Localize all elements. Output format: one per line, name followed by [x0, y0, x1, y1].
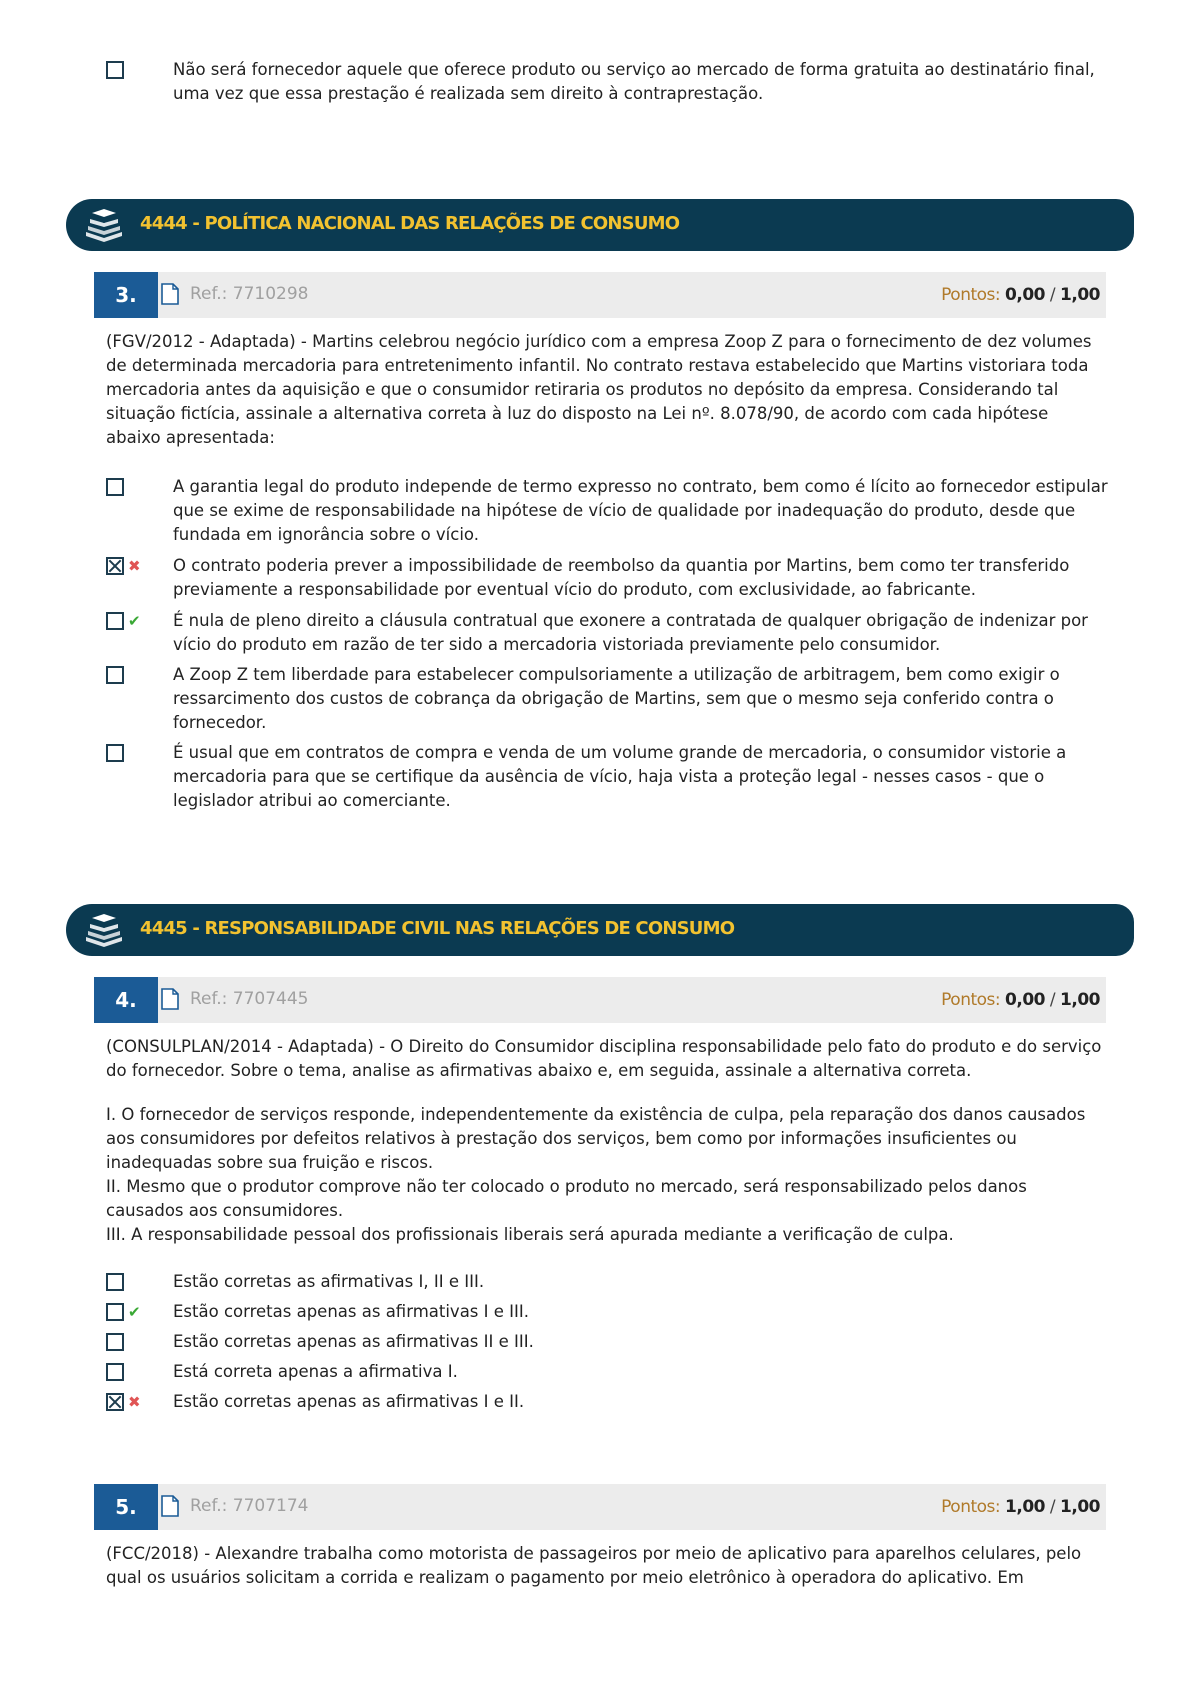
- correct-icon: ✔: [128, 612, 141, 630]
- points-label: Pontos:: [941, 990, 1001, 1010]
- question-number: 4.: [94, 977, 158, 1023]
- option-text: O contrato poderia prever a impossibilidade de reembolso da quantia por Martins, bem como ter transferido previamente a responsabilidade por eventual vício do produto, com exclusividade, ao fabricante.: [173, 556, 1070, 599]
- option-text: É usual que em contratos de compra e venda de um volume grande de mercadoria, o consumidor vistorie a mercadoria para que se certifique da ausência de vício, haja vista a proteção legal - nesses casos - que o legislador atribui ao comerciante.: [173, 743, 1067, 810]
- points-label: Pontos:: [941, 285, 1001, 305]
- question-stem: (FCC/2018) - Alexandre trabalha como motorista de passageiros por meio de aplicativo para aparelhos celulares, pelo qual os usuários solicitam a corrida e realizam o pagamento por meio eletrônico à operadora do aplicativo. Em: [106, 1544, 1082, 1587]
- question-number: 3.: [94, 272, 158, 318]
- option-text: Não será fornecedor aquele que oferece produto ou serviço ao mercado de forma gratuita ao destinatário final, uma vez que essa prestação é realizada sem direito à contraprestação.: [173, 60, 1095, 103]
- document-icon: [161, 988, 179, 1010]
- option-checkbox[interactable]: [106, 744, 124, 762]
- document-icon: [161, 1495, 179, 1517]
- question-ref: Ref.: 7710298: [190, 284, 309, 304]
- points-score: 0,00: [1005, 990, 1045, 1010]
- correct-icon: ✔: [128, 1303, 141, 1321]
- wrong-icon: ✖: [128, 557, 141, 575]
- section-header-4444: [66, 199, 1134, 251]
- question-stem: (FGV/2012 - Adaptada) - Martins celebrou negócio jurídico com a empresa Zoop Z para o fornecimento de dez volumes de determinada mercadoria para entretenimento infantil. No contrato restava estabelecido que Martins vistoriara toda mercadoria antes da aquisição e que o consumidor retiraria os produtos no depósito da empresa. Considerando tal situação fictícia, assinale a alternativa correta à luz do disposto na Lei nº. 8.078/90, de acordo com cada hipótese abaixo apresentada:: [106, 332, 1092, 447]
- option-text: A garantia legal do produto independe de termo expresso no contrato, bem como é lícito ao fornecedor estipular que se exime de responsabilidade na hipótese de vício de qualidade por inadequação do produto, desde que fundada em ignorância sobre o vício.: [173, 477, 1108, 544]
- section-header-4445: [66, 904, 1134, 956]
- option-text: É nula de pleno direito a cláusula contratual que exonere a contratada de qualquer obrigação de indenizar por vício do produto em razão de ter sido a mercadoria vistoriada previamente pelo consumidor.: [173, 611, 1088, 654]
- option-checkbox[interactable]: [106, 478, 124, 496]
- points-max: 1,00: [1060, 1497, 1100, 1517]
- points-max: 1,00: [1060, 990, 1100, 1010]
- option-checkbox[interactable]: [106, 1333, 124, 1351]
- statement-text: III. A responsabilidade pessoal dos profissionais liberais será apurada mediante a verificação de culpa.: [106, 1225, 954, 1244]
- points-max: 1,00: [1060, 285, 1100, 305]
- wrong-icon: ✖: [128, 1393, 141, 1411]
- points-label: Pontos:: [941, 1497, 1001, 1517]
- question-ref: Ref.: 7707445: [190, 989, 309, 1009]
- statement-text: I. O fornecedor de serviços responde, independentemente da existência de culpa, pela reparação dos danos causados aos consumidores por defeitos relativos à prestação dos serviços, bem como por informações insuficientes ou inadequadas sobre sua fruição e riscos.: [106, 1105, 1086, 1172]
- question-stem: (CONSULPLAN/2014 - Adaptada) - O Direito do Consumidor disciplina responsabilidade pelo fato do produto e do serviço do fornecedor. Sobre o tema, analise as afirmativas abaixo e, em seguida, assinale a alternativa correta.: [106, 1037, 1102, 1080]
- question-points: [941, 990, 1100, 1010]
- question-header-5: [94, 1484, 1106, 1530]
- section-title: 4444 - POLÍTICA NACIONAL DAS RELAÇÕES DE CONSUMO: [140, 213, 680, 234]
- option-text: Está correta apenas a afirmativa I.: [173, 1362, 458, 1381]
- points-score: 0,00: [1005, 285, 1045, 305]
- document-icon: [161, 283, 179, 305]
- option-text: Estão corretas apenas as afirmativas I e II.: [173, 1392, 525, 1411]
- section-title: 4445 - RESPONSABILIDADE CIVIL NAS RELAÇÕES DE CONSUMO: [140, 918, 735, 939]
- option-checkbox[interactable]: [106, 1303, 124, 1321]
- option-checkbox-checked[interactable]: [106, 557, 124, 575]
- option-text: Estão corretas as afirmativas I, II e III.: [173, 1272, 485, 1291]
- option-checkbox[interactable]: [106, 1273, 124, 1291]
- points-separator: /: [1049, 990, 1056, 1010]
- question-points: [941, 285, 1100, 305]
- option-checkbox[interactable]: [106, 61, 124, 79]
- question-number: 5.: [94, 1484, 158, 1530]
- question-points: [941, 1497, 1100, 1517]
- books-icon: [82, 208, 126, 242]
- points-separator: /: [1049, 1497, 1056, 1517]
- points-separator: /: [1049, 285, 1056, 305]
- option-checkbox[interactable]: [106, 612, 124, 630]
- option-checkbox[interactable]: [106, 1363, 124, 1381]
- question-header-3: [94, 272, 1106, 318]
- option-checkbox[interactable]: [106, 666, 124, 684]
- option-text: Estão corretas apenas as afirmativas I e III.: [173, 1302, 529, 1321]
- option-checkbox-checked[interactable]: [106, 1393, 124, 1411]
- option-text: A Zoop Z tem liberdade para estabelecer compulsoriamente a utilização de arbitragem, bem como exigir o ressarcimento dos custos de cobrança da obrigação de Martins, sem que o mesmo seja conferido contra o fornecedor.: [173, 665, 1060, 732]
- points-score: 1,00: [1005, 1497, 1045, 1517]
- option-text: Estão corretas apenas as afirmativas II e III.: [173, 1332, 534, 1351]
- books-icon: [82, 913, 126, 947]
- statement-text: II. Mesmo que o produtor comprove não ter colocado o produto no mercado, será responsabilizado pelos danos causados aos consumidores.: [106, 1177, 1027, 1220]
- question-header-4: [94, 977, 1106, 1023]
- question-ref: Ref.: 7707174: [190, 1496, 309, 1516]
